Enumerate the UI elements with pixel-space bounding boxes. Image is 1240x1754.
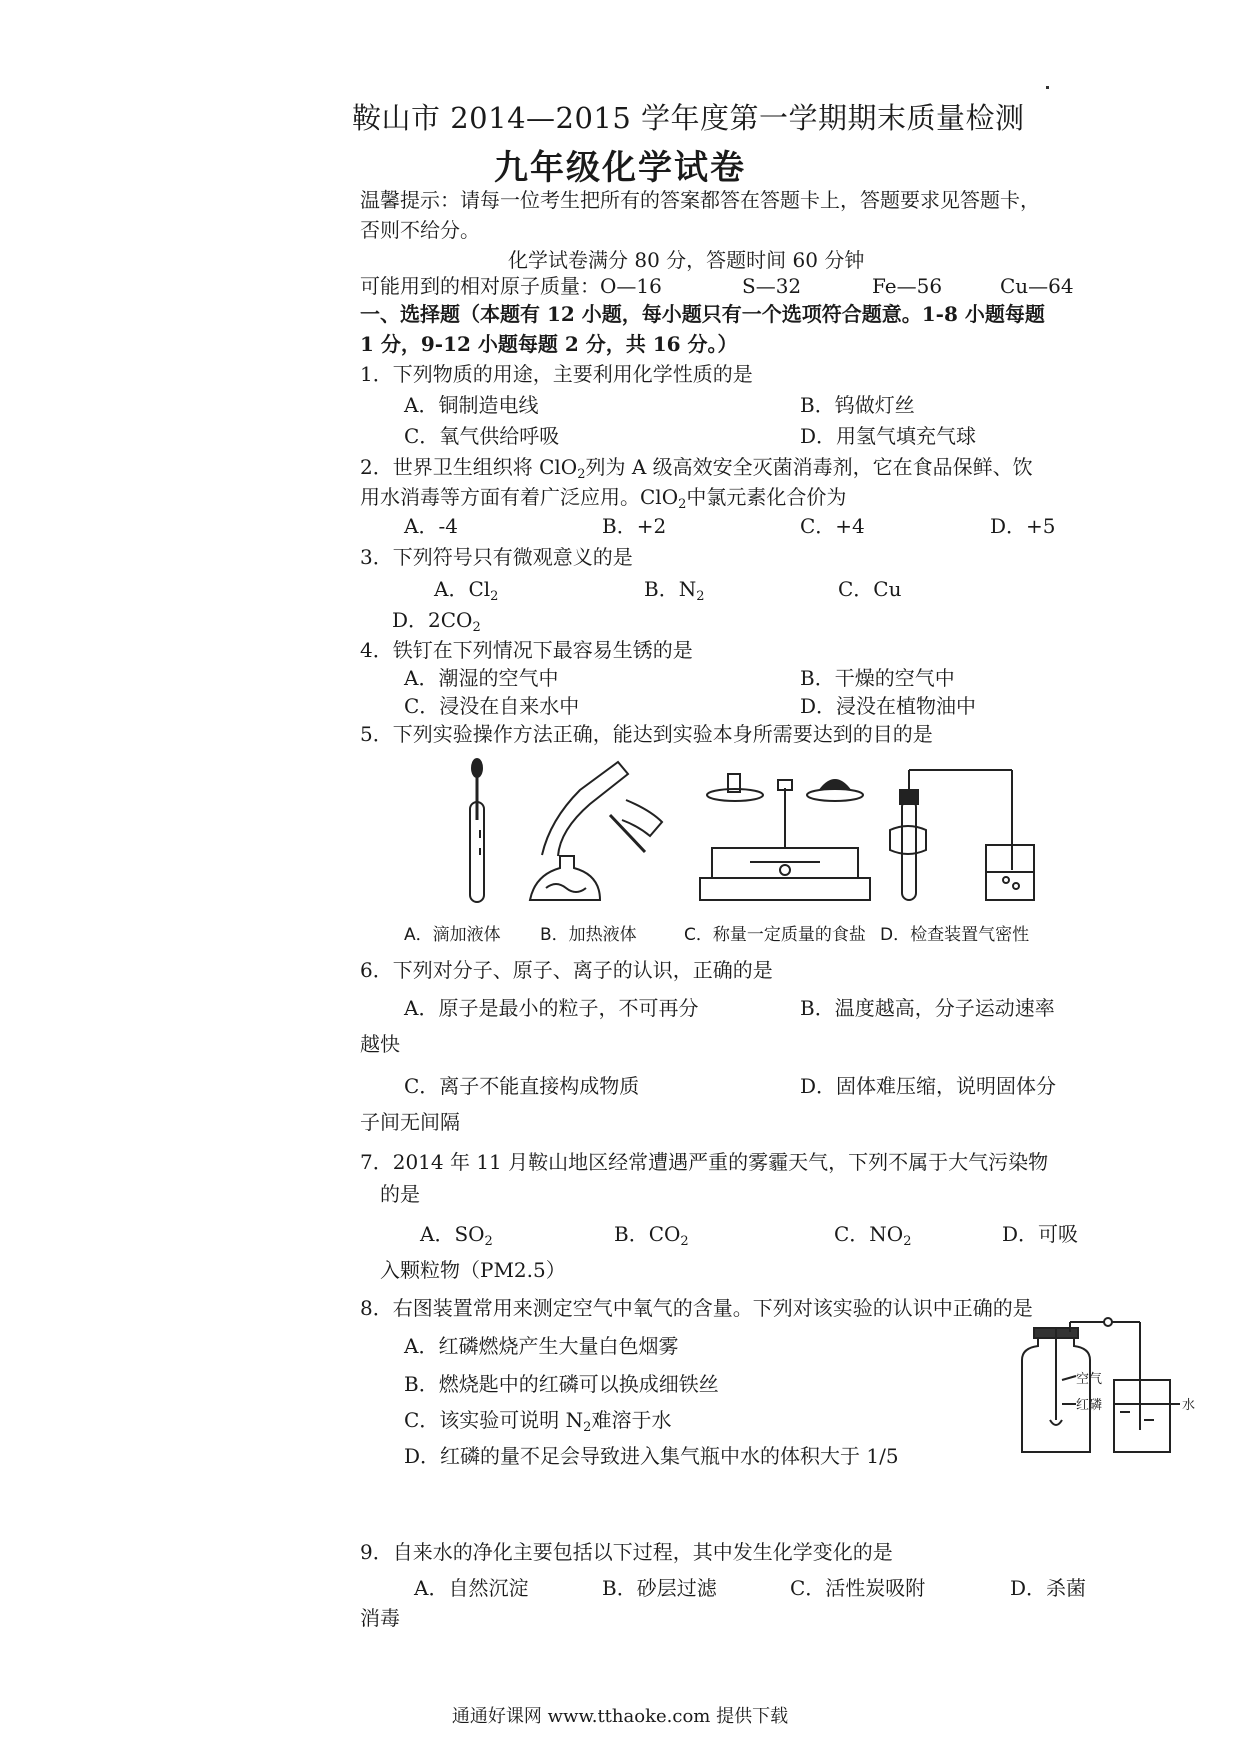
question-7-option-d-continued: 入颗粒物（PM2.5）	[380, 1258, 566, 1282]
question-9-option-d: D．杀菌	[1010, 1576, 1087, 1600]
question-7-stem-line1: 7．2014 年 11 月鞍山地区经常遭遇严重的雾霾天气，下列不属于大气污染物	[360, 1150, 1049, 1174]
question-6-option-d: D．固体难压缩，说明固体分	[800, 1074, 1057, 1098]
question-7-stem-line2: 的是	[380, 1182, 420, 1206]
exam-info: 化学试卷满分 80 分，答题时间 60 分钟	[508, 248, 865, 272]
question-7-option-c	[834, 1220, 911, 1256]
question-9-option-a: A．自然沉淀	[414, 1576, 529, 1600]
question-6-option-b: B．温度越高，分子运动速率	[800, 996, 1055, 1020]
q7-text: B．CO	[614, 1222, 681, 1246]
question-4-option-d: D．浸没在植物油中	[800, 694, 977, 718]
water-beaker-icon	[1114, 1380, 1170, 1452]
question-6-option-c: C．离子不能直接构成物质	[404, 1074, 640, 1098]
question-9-option-c: C．活性炭吸附	[790, 1576, 926, 1600]
question-8-option-a: A．红磷燃烧产生大量白色烟雾	[404, 1334, 679, 1358]
question-4-option-b: B．干燥的空气中	[800, 666, 955, 690]
question-6-stem: 6．下列对分子、原子、离子的认识，正确的是	[360, 958, 773, 982]
question-1-option-d: D．用氢气填充气球	[800, 424, 977, 448]
q5-caption-d: D．检查装置气密性	[880, 925, 1030, 945]
q8-label-water: 水	[1182, 1398, 1196, 1413]
subscript: 2	[484, 1234, 493, 1249]
question-9-stem: 9．自来水的净化主要包括以下过程，其中发生化学变化的是	[360, 1540, 893, 1564]
subscript: 2	[680, 1234, 689, 1249]
atomic-mass-item: Fe—56	[872, 274, 943, 298]
heating-flask-icon	[530, 762, 662, 900]
question-3-stem: 3．下列符号只有微观意义的是	[360, 545, 633, 569]
q8-label-air: 空气	[1076, 1372, 1103, 1387]
question-3-option-b	[644, 575, 704, 611]
exam-header-title: 鞍山市 2014—2015 学年度第一学期期末质量检测	[352, 101, 1025, 135]
question-3-option-c: C．Cu	[838, 577, 902, 601]
q2-text: 中氯元素化合价为	[686, 485, 847, 509]
question-7-option-b	[614, 1220, 689, 1256]
exam-subtitle: 九年级化学试卷	[494, 148, 746, 188]
subscript: 2	[696, 589, 705, 604]
question-9-option-b: B．砂层过滤	[602, 1576, 717, 1600]
question-9-option-d-continued: 消毒	[360, 1606, 400, 1630]
question-4-option-a: A．潮湿的空气中	[404, 666, 559, 690]
question-8-option-c	[404, 1406, 671, 1442]
q3-text: D．2CO	[392, 608, 473, 632]
notice-line1: 温馨提示：请每一位考生把所有的答案都答在答题卡上，答题要求见答题卡，	[360, 188, 1040, 212]
oxygen-measurement-apparatus	[1010, 1320, 1210, 1460]
q2-text: 2．世界卫生组织将 ClO	[360, 455, 578, 479]
clamp-icon	[1104, 1318, 1112, 1326]
subscript: 2	[472, 620, 481, 635]
question-6-option-a: A．原子是最小的粒子，不可再分	[404, 996, 699, 1020]
footer-source: 通通好课网 www.tthaoke.com 提供下载	[451, 1706, 789, 1727]
section1-heading-line1: 一、选择题（本题有 12 小题，每小题只有一个选项符合题意。1-8 小题每题	[360, 302, 1045, 326]
question-1-stem: 1．下列物质的用途，主要利用化学性质的是	[360, 362, 753, 386]
question-8-stem: 8．右图装置常用来测定空气中氧气的含量。下列对该实验的认识中正确的是	[360, 1296, 1033, 1320]
scan-speck	[1046, 86, 1049, 89]
q2-text: 用水消毒等方面有着广泛应用。ClO	[360, 485, 679, 509]
question-2-option-d: D．+5	[990, 514, 1056, 538]
question-2-option-b: B．+2	[602, 514, 667, 538]
question-6-option-d-continued: 子间无间隔	[360, 1110, 460, 1134]
question-1-option-b: B．钨做灯丝	[800, 393, 915, 417]
question-1-option-a: A．铜制造电线	[404, 393, 539, 417]
atomic-masses-label: 可能用到的相对原子质量：	[360, 274, 600, 298]
q3-text: A．Cl	[434, 577, 491, 601]
question-8-option-b: B．燃烧匙中的红磷可以换成细铁丝	[404, 1372, 719, 1396]
q7-text: C．NO	[834, 1222, 904, 1246]
balance-scale-icon	[700, 774, 870, 900]
question-7-option-d: D．可吸	[1002, 1222, 1079, 1246]
atomic-mass-item: O—16	[600, 274, 662, 298]
question-6-option-b-continued: 越快	[360, 1032, 400, 1056]
question-5-stem: 5．下列实验操作方法正确，能达到实验本身所需要达到的目的是	[360, 722, 933, 746]
atomic-mass-item: Cu—64	[1000, 274, 1074, 298]
q5-apparatus-figures	[450, 760, 1030, 910]
question-2-option-a: A．-4	[404, 514, 458, 538]
q7-text: A．SO	[420, 1222, 485, 1246]
q3-text: B．N	[644, 577, 697, 601]
question-4-stem: 4．铁钉在下列情况下最容易生锈的是	[360, 638, 693, 662]
subscript: 2	[678, 497, 687, 512]
q8-label-phosphorus: 红磷	[1076, 1398, 1103, 1413]
question-2-option-c: C．+4	[800, 514, 865, 538]
question-4-option-c: C．浸没在自来水中	[404, 694, 580, 718]
q5-caption-c: C．称量一定质量的食盐	[684, 925, 866, 945]
q5-caption-b: B．加热液体	[540, 925, 637, 945]
question-7-option-a	[420, 1220, 493, 1256]
q8-text: 难溶于水	[591, 1408, 672, 1432]
subscript: 2	[903, 1234, 912, 1249]
dropper-test-tube-icon	[470, 759, 484, 902]
subscript: 2	[583, 1420, 592, 1435]
q8-text: C．该实验可说明 N	[404, 1408, 584, 1432]
question-8-option-d: D．红磷的量不足会导致进入集气瓶中水的体积大于 1/5	[404, 1444, 899, 1468]
q2-text: 列为 A 级高效安全灭菌消毒剂，它在食品保鲜、饮	[585, 455, 1033, 479]
subscript: 2	[577, 467, 586, 482]
section1-heading-line2: 1 分，9-12 小题每题 2 分，共 16 分。）	[360, 332, 738, 356]
atomic-mass-item: S—32	[742, 274, 802, 298]
q5-caption-a: A．滴加液体	[404, 925, 501, 945]
notice-line2: 否则不给分。	[360, 218, 480, 242]
question-1-option-c: C．氧气供给呼吸	[404, 424, 560, 448]
subscript: 2	[490, 589, 499, 604]
airtightness-apparatus-icon	[890, 770, 1034, 900]
